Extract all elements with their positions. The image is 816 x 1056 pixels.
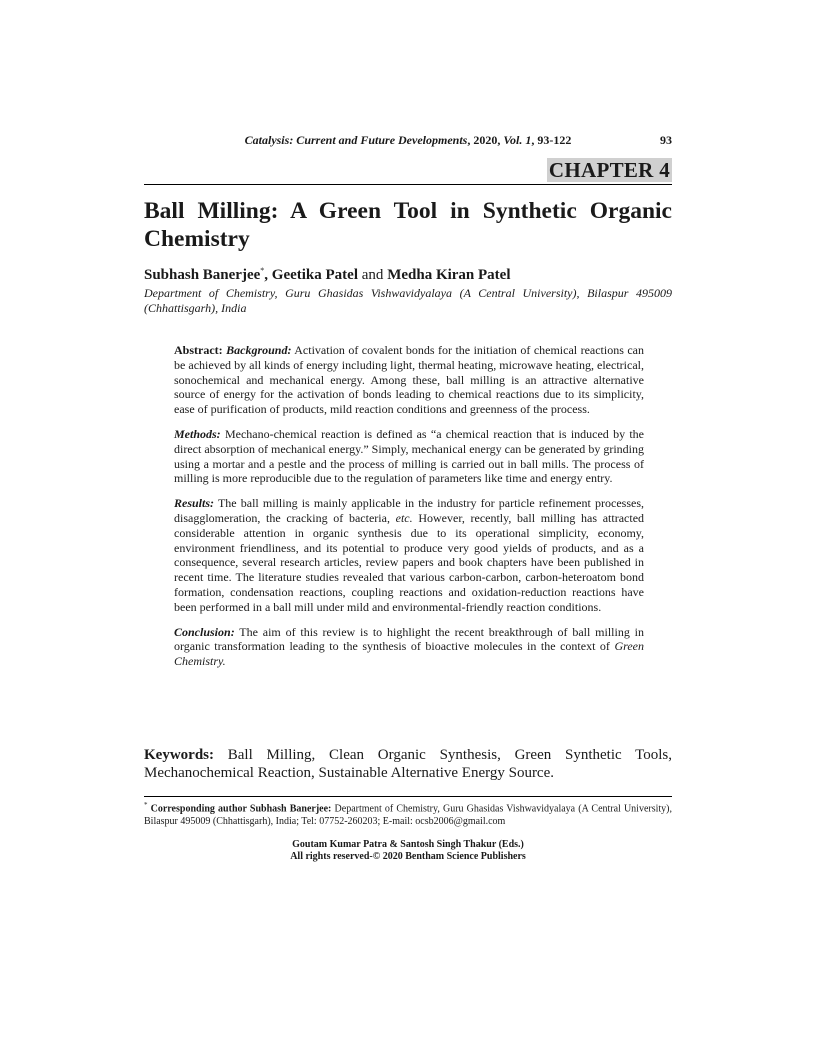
editors-line: Goutam Kumar Patra & Santosh Singh Thakur (Eds.) [292, 839, 524, 850]
abstract-results [174, 496, 644, 614]
background-label: Background: [226, 343, 292, 357]
footnote [144, 799, 672, 828]
running-head: Catalysis: Current and Future Developments, 2020, Vol. 1, 93-122 93 [244, 133, 672, 147]
abstract-background [174, 343, 644, 417]
author-name: Geetika Patel [271, 267, 359, 283]
footnote-label: Corresponding author Subhash Banerjee: [150, 803, 332, 815]
footnote-text: Department of Chemistry, Guru Ghasidas Vishwavidyalaya (A Central University), Bilaspur 495009 (Chhattisgarh), India; Tel: 07752-260203; E-mail: ocsb2006@gmail.com [144, 803, 673, 827]
abstract [174, 343, 644, 679]
chapter-label: CHAPTER 4 [548, 158, 670, 182]
editors-block [144, 839, 672, 863]
methods-text: Mechano-chemical reaction is defined as “a chemical reaction that is induced by the direct absorption of mechanical energy.” Simply, mechanical energy can be generated by grinding using a mortar and a pestle and the process of milling is carried out in ball mills. The process of milling is more reproducible due to the regulation of parameters like time and energy entry. [174, 426, 645, 486]
page-number: 93 [660, 133, 672, 147]
results-etc: etc. [395, 510, 413, 525]
conclusion-label: Conclusion: [174, 624, 235, 639]
paper-title: Ball Milling: A Green Tool in Synthetic Organic Chemistry [144, 198, 672, 252]
journal-name: Catalysis: Current and Future Developments [244, 133, 468, 147]
corresponding-mark: * [260, 266, 265, 275]
footnote-divider [144, 796, 672, 797]
abstract-conclusion [174, 625, 644, 669]
footnote-mark: * [144, 801, 148, 809]
conclusion-text: The aim of this review is to highlight the recent breakthrough of ball milling in organic transformation leading to the synthesis of bioactive molecules in the context of [174, 624, 644, 654]
methods-label: Methods: [174, 426, 221, 441]
keywords-text: Ball Milling, Clean Organic Synthesis, Green Synthetic Tools, Mechanochemical Reaction, Sustainable Alternative Energy Source. [144, 747, 673, 781]
affiliation: Department of Chemistry, Guru Ghasidas Vishwavidyalaya (A Central University), Bilaspur 495009 (Chhattisgarh), India [144, 286, 672, 315]
author-conjunction: and [361, 267, 384, 283]
copyright-line: All rights reserved-© 2020 Bentham Science Publishers [290, 851, 526, 862]
conclusion-italic: Green Chemistry. [174, 639, 645, 669]
results-text: The ball milling is mainly applicable in the industry for particle refinement processes, disagglomeration, the cracking of bacteria, [174, 496, 644, 525]
journal-pages: 93-122 [537, 133, 572, 147]
author-name: Subhash Banerjee [144, 267, 261, 283]
background-text: Activation of covalent bonds for the initiation of chemical reactions can be achieved by all kinds of energy including light, thermal heating, microwave heating, electrical, sonochemical and mechanical energy. Among these, ball milling is an attractive alternative source of energy for the activation of bonds leading to chemical reactions due to its simplicity, ease of purification of products, mild reaction conditions and greenness of the process. [174, 343, 644, 417]
keywords [144, 746, 672, 782]
keywords-label: Keywords: [144, 747, 214, 763]
author-list: Subhash Banerjee*, Geetika Patel and Medha Kiran Patel [144, 266, 511, 283]
results-text-cont: However, recently, ball milling has attracted considerable attention in organic synthesis due to its operational simplicity, economy, environment friendliness, and its potential to produce very good yields of products, and as a consequence, several research articles, review papers and book chapters have been published in recent time. The literature studies revealed that various carbon-carbon, carbon-heteroatom bond formation, condensation reactions, coupling reactions and oxidation-reduction reactions have been performed in a ball mill under mild and environmental-friendly reaction conditions. [174, 510, 645, 614]
abstract-label: Abstract: [174, 343, 223, 357]
journal-volume: Vol. 1 [503, 133, 532, 147]
chapter-header [144, 157, 672, 185]
results-label: Results: [174, 496, 215, 511]
author-name: Medha Kiran Patel [387, 267, 511, 283]
journal-year: 2020 [473, 133, 498, 147]
abstract-methods [174, 427, 644, 486]
